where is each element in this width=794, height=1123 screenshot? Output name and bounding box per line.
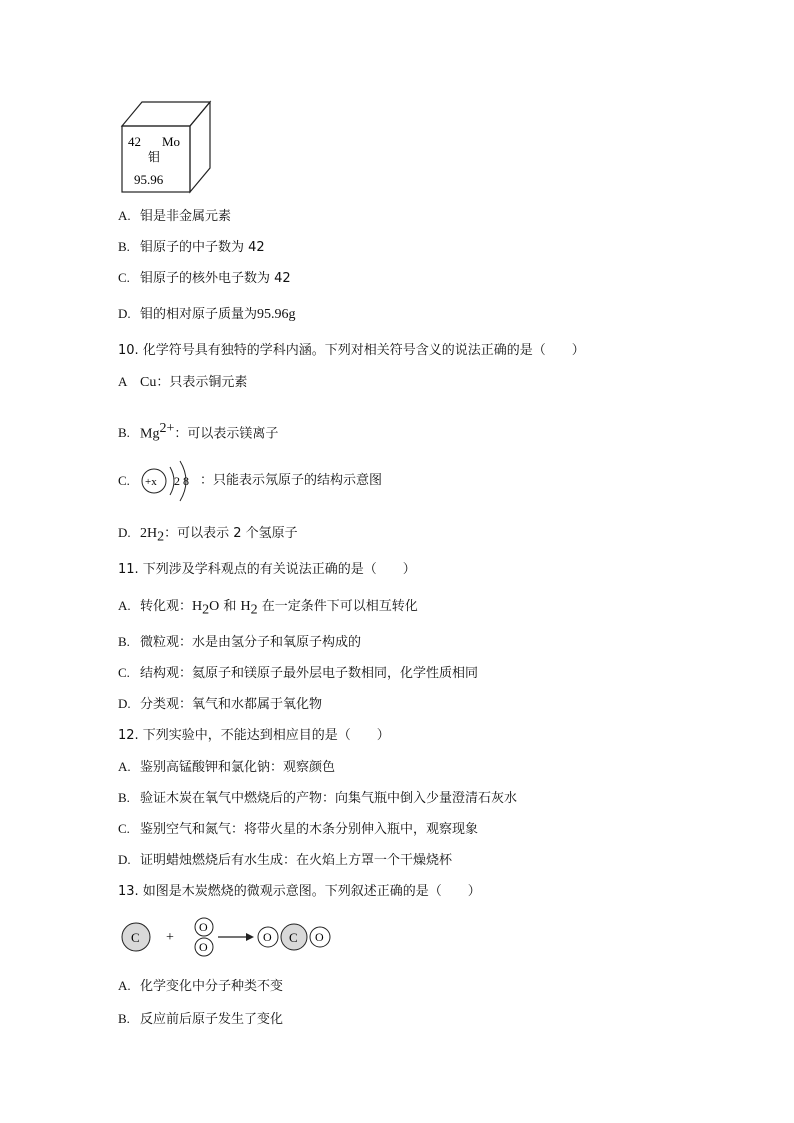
q11-option-b: B. 微粒观：水是由氢分子和氧原子构成的 [118,634,362,650]
combustion-diagram [118,912,338,962]
q12-option-a: A. 鉴别高锰酸钾和氯化钠：观察颜色 [118,759,336,775]
co2-carbon-label: C [289,930,298,945]
oxygen-label-top: O [199,920,208,934]
co2-oxygen-left-label: O [263,930,272,944]
q10-option-b: B. $Mg^{2+}$：可以表示镁离子 [118,421,279,442]
element-number: 42 [128,134,141,149]
q11-option-c: C. 结构观：氦原子和镁原子最外层电子数相同，化学性质相同 [118,665,479,681]
oxygen-label-bottom: O [199,940,208,954]
q10-option-a: A Cu：只表示铜元素 [118,374,248,390]
element-mass: 95.96 [134,172,164,187]
plus-sign: + [166,930,174,945]
q12-option-c: C. 鉴别空气和氮气：将带火星的木条分别伸入瓶中，观察现象 [118,821,479,837]
carbon-label: C [131,930,140,945]
q10-option-c: C. [118,473,130,488]
q9-option-b: B. 钼原子的中子数为 42 [118,239,265,255]
element-card [118,98,216,194]
q9-option-a: A. 钼是非金属元素 [118,208,232,224]
element-name: 钼 [148,150,161,164]
atom-shells: 2 8 [174,474,189,488]
q13-stem: 13. 如图是木炭燃烧的微观示意图。下列叙述正确的是（ ） [118,884,481,899]
q9-option-c: C. 钼原子的核外电子数为 42 [118,270,291,286]
atom-nucleus: +x [145,476,157,488]
q12-option-d: D. 证明蜡烛燃烧后有水生成：在火焰上方罩一个干燥烧杯 [118,852,453,868]
q13-option-a: A. 化学变化中分子种类不变 [118,978,284,994]
q12-stem: 12. 下列实验中，不能达到相应目的是（ ） [118,728,390,743]
q13-option-b: B. 反应前后原子发生了变化 [118,1011,284,1027]
atom-structure-diagram [140,458,200,504]
q12-option-b: B. 验证木炭在氧气中燃烧后的产物：向集气瓶中倒入少量澄清石灰水 [118,790,518,806]
q11-option-d: D. 分类观：氧气和水都属于氧化物 [118,696,323,712]
q11-stem: 11. 下列涉及学科观点的有关说法正确的是（ ） [118,562,416,577]
co2-oxygen-right-label: O [315,930,324,944]
q11-option-a: A. 转化观：$H_2O$ 和 $H_2$ 在一定条件下可以相互转化 [118,598,418,618]
q10-option-c-text: ：只能表示氖原子的结构示意图 [200,473,383,488]
q9-option-d: D. 钼的相对原子质量为95.96g [118,306,296,322]
q10-stem: 10. 化学符号具有独特的学科内涵。下列对相关符号含义的说法正确的是（ ） [118,343,585,358]
element-symbol: Mo [162,134,181,149]
q10-option-d: D. $2H_2$：可以表示 2 个氢原子 [118,525,298,545]
